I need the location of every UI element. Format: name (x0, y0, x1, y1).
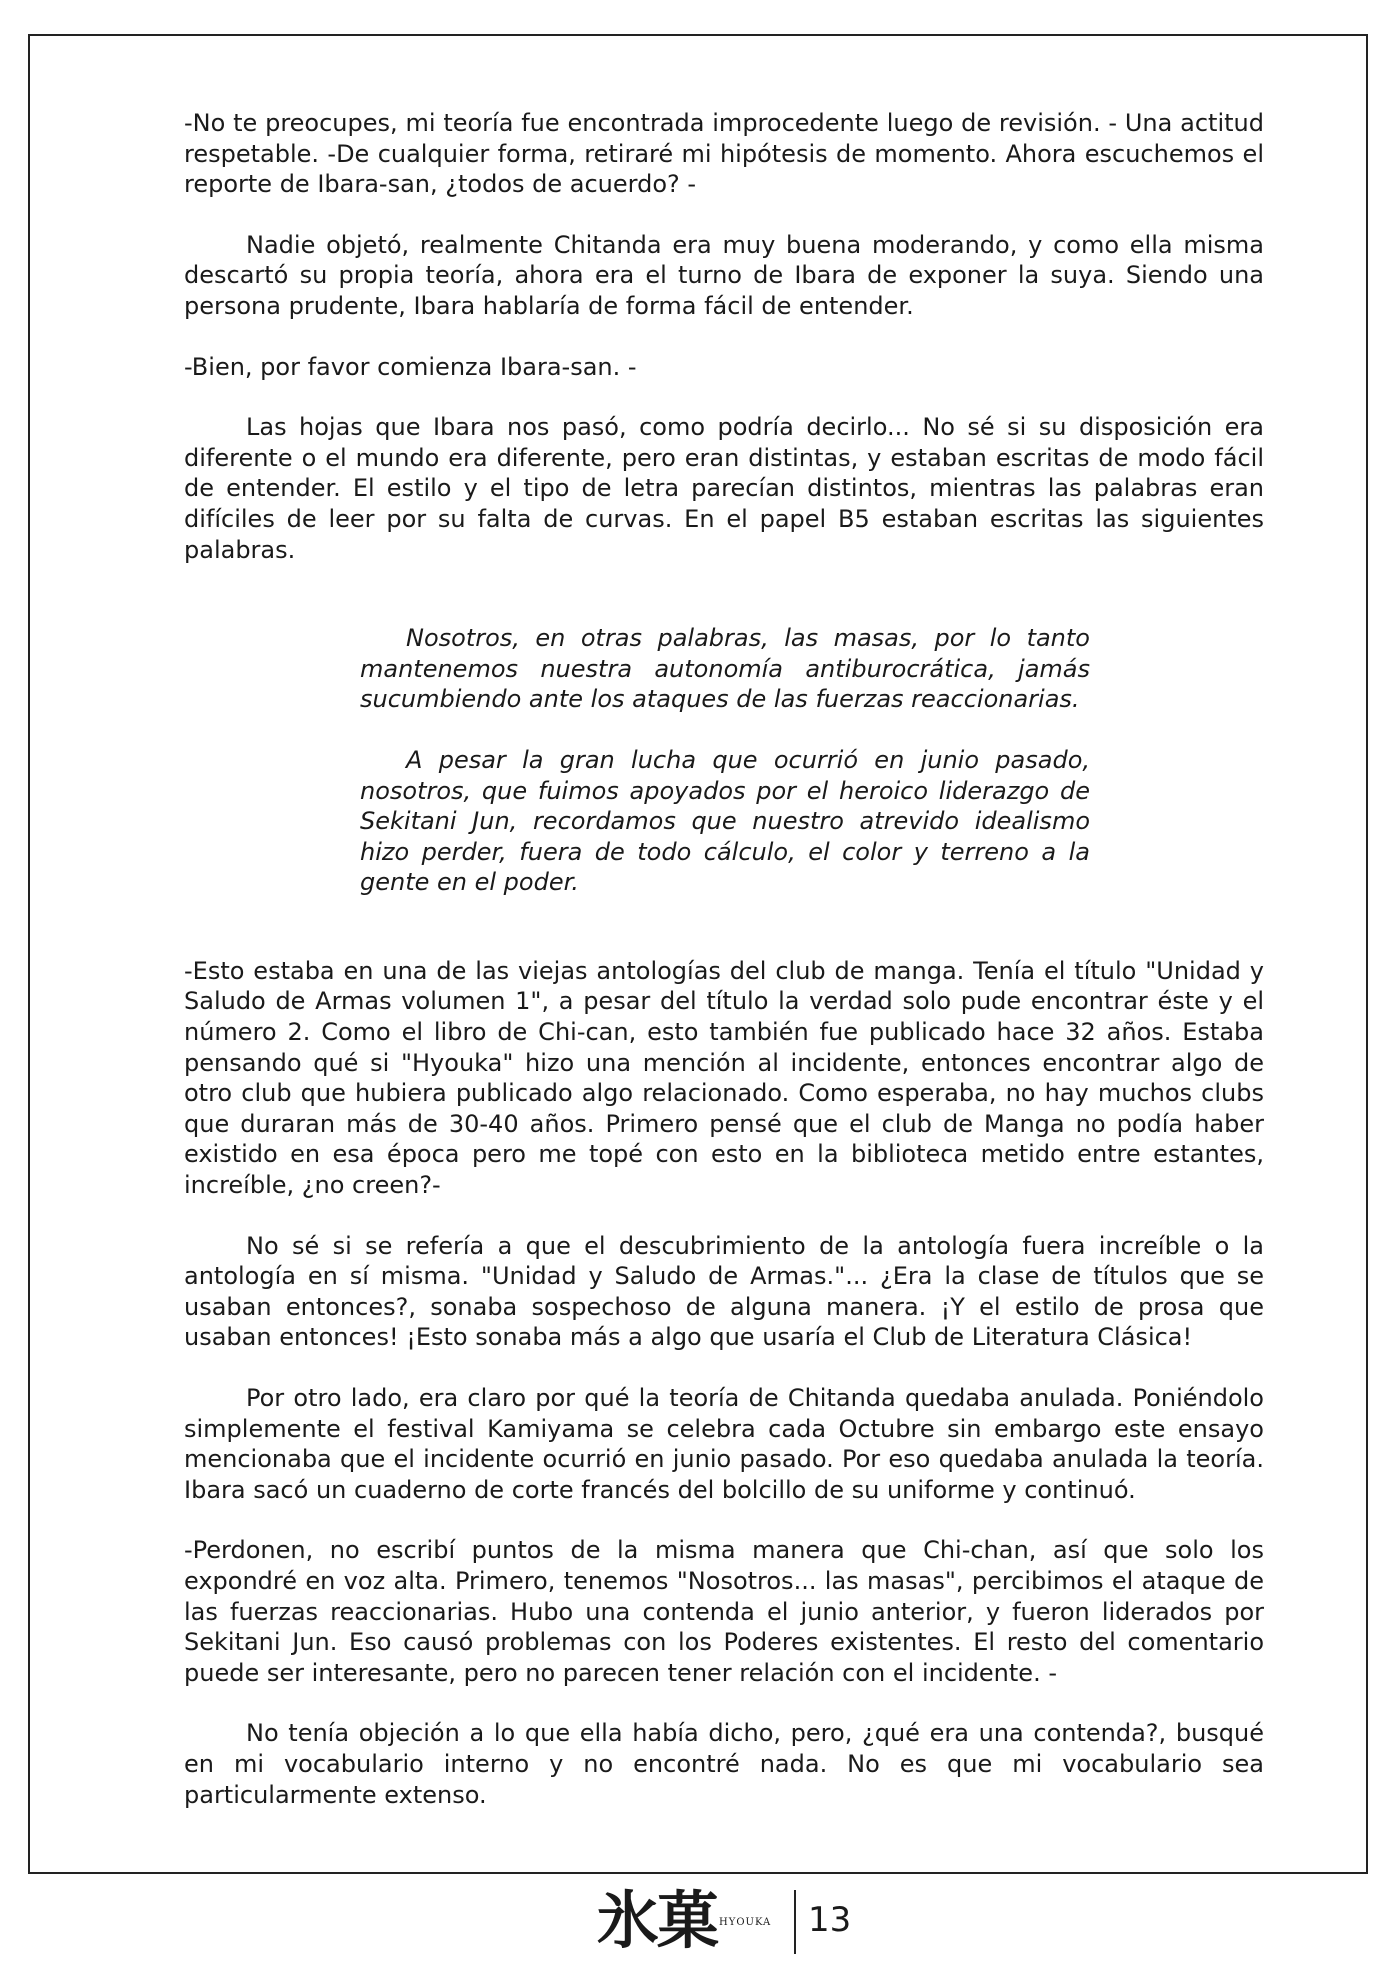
page-footer (0, 1882, 1400, 1956)
footer-divider (794, 1890, 796, 1954)
narrative-paragraph: No tenía objeción a lo que ella había dicho, pero, ¿qué era una contenda?, busqué en mi vocabulario interno y no encontré nada. No es que mi vocabulario sea particularmente extenso. (184, 1719, 1264, 1809)
quote-paragraph: Nosotros, en otras palabras, las masas, por lo tanto mantenemos nuestra autonomía antiburocrática, jamás sucumbiendo ante los ataques de las fuerzas reaccionarias. (360, 624, 1090, 714)
narrative-paragraph: Por otro lado, era claro por qué la teoría de Chitanda quedaba anulada. Poniéndolo simplemente el festival Kamiyama se celebra cada Octubre sin embargo este ensayo mencionaba que el incidente ocurrió en junio pasado. Por eso quedaba anulada la teoría. Ibara sacó un cuaderno de corte francés del bolcillo de su uniforme y continuó. (184, 1384, 1264, 1504)
page-body (184, 108, 1264, 1840)
narrative-paragraph: Las hojas que Ibara nos pasó, como podría decirlo... No sé si su disposición era diferente o el mundo era diferente, pero eran distintas, y estaban escritas de modo fácil de entender. El estilo y el tipo de letra parecían distintos, mientras las palabras eran difíciles de leer por su falta de curvas. En el papel B5 estaban escritas las siguientes palabras. (184, 413, 1264, 564)
narrative-paragraph: Nadie objetó, realmente Chitanda era muy buena moderando, y como ella misma descartó su propia teoría, ahora era el turno de Ibara de exponer la suya. Siendo una persona prudente, Ibara hablaría de forma fácil de entender. (184, 230, 1264, 320)
page-number: 13 (808, 1900, 852, 1940)
dialog-paragraph: -Perdonen, no escribí puntos de la misma manera que Chi-chan, así que solo los expondré en voz alta. Primero, tenemos "Nosotros... las masas", percibimos el ataque de las fuerzas reaccionarias. Hubo una contenda el junio anterior, y fueron liderados por Sekitani Jun. Eso causó problemas con los Poderes existentes. El resto del comentario puede ser interesante, pero no parecen tener relación con el incidente. - (184, 1536, 1264, 1687)
page-frame (28, 34, 1368, 1874)
dialog-paragraph: -Esto estaba en una de las viejas antologías del club de manga. Tenía el título "Unidad y Saludo de Armas volumen 1", a pesar del título la verdad solo pude encontrar éste y el número 2. Como el libro de Chi-can, esto también fue publicado hace 32 años. Estaba pensando qué si "Hyouka" hizo una mención al incidente, entonces encontrar algo de otro club que hubiera publicado algo relacionado. Como esperaba, no hay muchos clubs que duraran más de 30-40 años. Primero pensé que el club de Manga no podía haber existido en esa época pero me topé con esto en la biblioteca metido entre estantes, increíble, ¿no creen?- (184, 956, 1264, 1200)
quoted-excerpt (360, 623, 1090, 898)
dialog-paragraph: -Bien, por favor comienza Ibara-san. - (184, 352, 637, 381)
logo-kanji: 氷菓 (597, 1884, 718, 1957)
narrative-paragraph: No sé si se refería a que el descubrimiento de la antología fuera increíble o la antología en sí misma. "Unidad y Saludo de Armas."... ¿Era la clase de títulos que se usaban entonces?, sonaba sospechoso de alguna manera. ¡Y el estilo de prosa que usaban entonces! ¡Esto sonaba más a algo que usaría el Club de Literatura Clásica! (184, 1231, 1264, 1352)
hyouka-logo (597, 1882, 771, 1956)
quote-paragraph: A pesar la gran lucha que ocurrió en junio pasado, nosotros, que fuimos apoyados por el heroico liderazgo de Sekitani Jun, recordamos que nuestro atrevido idealismo hizo perder, fuera de todo cálculo, el color y terreno a la gente en el poder. (360, 745, 1090, 897)
logo-romaji: HYOUKA (719, 1917, 772, 1928)
dialog-paragraph: -No te preocupes, mi teoría fue encontrada improcedente luego de revisión. - Una actitud respetable. -De cualquier forma, retiraré mi hipótesis de momento. Ahora escuchemos el reporte de Ibara-san, ¿todos de acuerdo? - (184, 109, 1264, 199)
